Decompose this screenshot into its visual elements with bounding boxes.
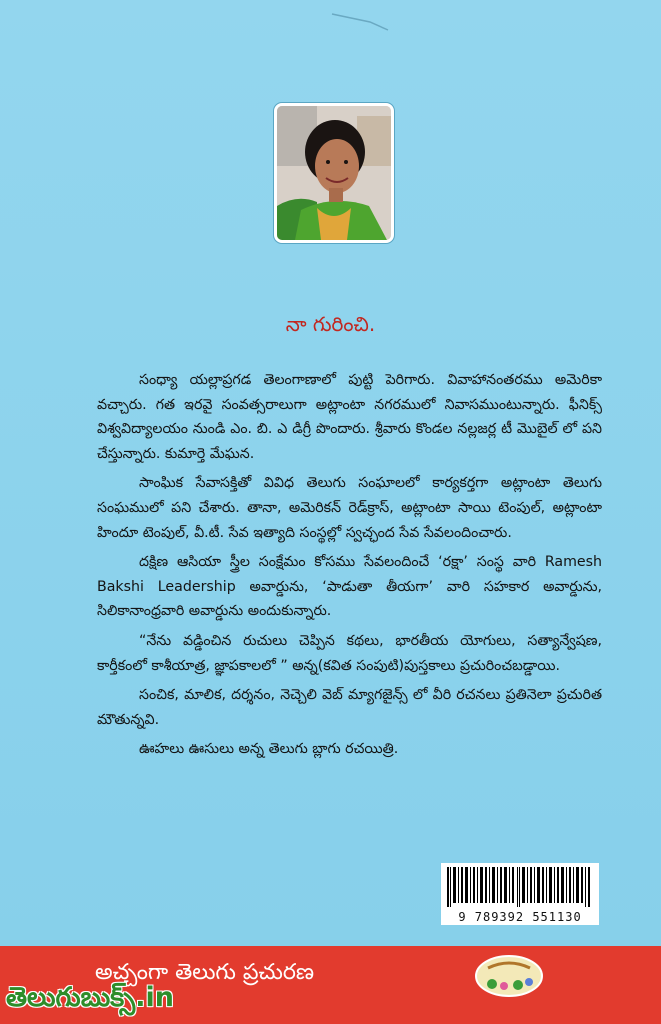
publisher-name: అచ్చంగా తెలుగు ప్రచురణ — [95, 960, 315, 985]
bio-paragraph: దక్షిణ ఆసియా స్త్రీల సంక్షేమం కోసము సేవలందించే ‘రక్షా’ సంస్థ వారి Ramesh Bakshi Leadership అవార్డును, ‘పాడుతా తీయగా’ వారి సహకార అవార్డును, సిలికానాంధ్రవారి అవార్డును అందుకున్నారు. — [97, 554, 602, 620]
publisher-logo-icon — [474, 952, 544, 998]
author-photo — [274, 103, 394, 243]
barcode-icon — [447, 867, 593, 907]
scratch-mark — [330, 10, 390, 32]
author-bio — [97, 368, 602, 767]
bio-paragraph: ఊహలు ఊసులు అన్న తెలుగు బ్లాగు రచయిత్రి. — [139, 741, 399, 758]
bio-paragraph: సంచిక, మాలిక, దర్శనం, నెచ్చెలి వెబ్ మ్యాగజైన్స్ లో వీరి రచనలు ప్రతినెలా ప్రచురిత మౌతున్నవి. — [97, 687, 602, 728]
bio-paragraph: సంధ్యా యల్లాప్రగడ తెలంగాణాలో పుట్టి పెరిగారు. వివాహానంతరము అమెరికా వచ్చారు. గత ఇరవై సంవత్సరాలుగా అట్లాంటా నగరములో నివాసముంటున్నారు. ఫీనిక్స్ విశ్వవిద్యాలయం నుండి ఎం. బి. ఎ డిగ్రీ పొందారు. శ్రీవారు కొండల నల్లజర్ల టీ మొబైల్ లో పని చేస్తున్నారు. కుమార్తె మేఘన. — [97, 372, 602, 462]
bio-paragraph: సాంఘిక సేవాసక్తితో వివిధ తెలుగు సంఘాలలో కార్యకర్తగా అట్లాంటా తెలుగు సంఘములో పని చేశారు. తానా, అమెరికన్ రెడ్‌క్రాస్, అట్లాంటా సాయి టెంపుల్, అట్లాంటా హిందూ టెంపుల్, వీ.టీ. సేవ ఇత్యాది సంస్థల్లో స్వచ్ఛంద సేవ సేవలందించారు. — [97, 475, 602, 541]
isbn-number: 9 789392 551130 — [458, 910, 582, 924]
website-watermark[interactable]: తెలుగుబుక్స్.in — [6, 982, 174, 1013]
page-title: నా గురించి. — [285, 312, 376, 336]
isbn-barcode — [441, 863, 599, 925]
bio-paragraph: “నేను వడ్డించిన రుచులు చెప్పిన కథలు, భారతీయ యోగులు, సత్యాన్వేషణ, కార్తీకంలో కాశీయాత్ర, జ్ఞాపకాలలో ” అన్న(కవిత సంపుటి)పుస్తకాలు ప్రచురించబడ్డాయి. — [97, 632, 602, 674]
